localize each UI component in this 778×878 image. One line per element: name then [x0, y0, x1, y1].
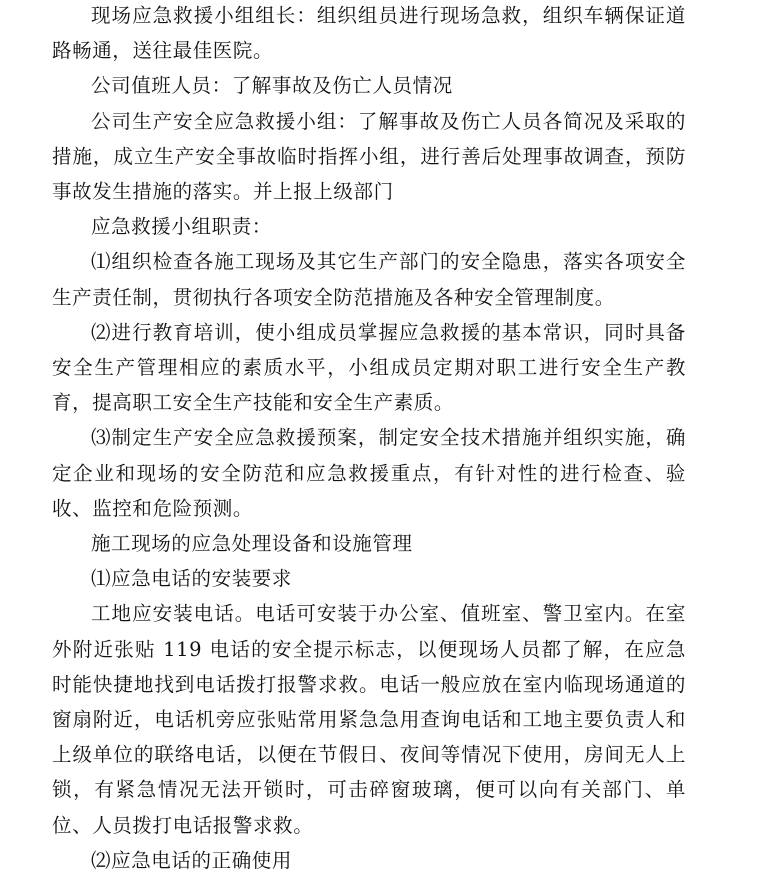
paragraph-rescue-team-leader: 现场应急救援小组组长：组织组员进行现场急救，组织车辆保证道路畅通，送往最佳医院。	[52, 4, 686, 63]
paragraph-company-rescue-team: 公司生产安全应急救援小组：了解事故及伤亡人员各简况及采取的措施，成立生产安全事故临时指挥小组，进行善后处理事故调查，预防事故发生措施的落实。并上报上级部门	[52, 109, 686, 204]
paragraph-duty-3: ⑶制定生产安全应急救援预案，制定安全技术措施并组织实施，确定企业和现场的安全防范和应急救援重点，有针对性的进行检查、验收、监控和危险预测。	[52, 426, 686, 520]
paragraph-duty-1: ⑴组织检查各施工现场及其它生产部门的安全隐患，落实各项安全生产责任制，贯彻执行各项安全防范措施及各种安全管理制度。	[52, 250, 686, 309]
subheading-phone-installation: ⑴应急电话的安装要求	[91, 567, 293, 591]
paragraph-duty-2: ⑵进行教育培训，使小组成员掌握应急救援的基本常识，同时具备安全生产管理相应的素质水平，小组成员定期对职工进行安全生产教育，提高职工安全生产技能和安全生产素质。	[52, 320, 686, 415]
paragraph-duty-staff: 公司值班人员：了解事故及伤亡人员情况	[91, 74, 453, 98]
subheading-phone-usage: ⑵应急电话的正确使用	[91, 848, 293, 872]
section-heading-team-duties: 应急救援小组职责：	[91, 215, 272, 239]
section-heading-equipment-management: 施工现场的应急处理设备和设施管理	[91, 532, 413, 556]
paragraph-phone-installation: 工地应安装电话。电话可安装于办公室、值班室、警卫室内。在室外附近张贴 119 电话的安全提示标志，以便现场人员都了解，在应急时能快捷地找到电话拨打报警求救。电话一般应放在室内临现场通道的窗扇附近，电话机旁应张贴常用紧急急用查询电话和工地主要负责人和上级单位的联络电话，以便在节假日、夜间等情况下使用，房间无人上锁，有紧急情况无法开锁时，可击碎窗玻璃，便可以向有关部门、单位、人员拨打电话报警求救。	[52, 602, 686, 837]
document-body	[52, 0, 686, 878]
